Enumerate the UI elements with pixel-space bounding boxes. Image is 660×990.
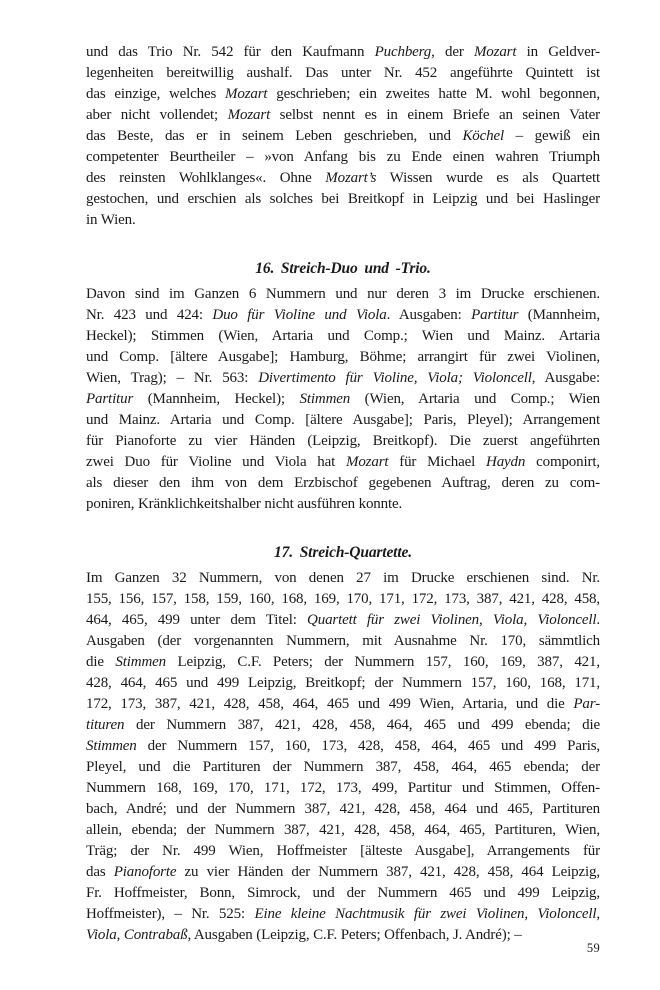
italic-segment: Mozart bbox=[473, 44, 517, 60]
text-line bbox=[86, 757, 600, 778]
italic-segment: Par- bbox=[573, 696, 600, 712]
text-line bbox=[86, 410, 600, 431]
text-segment: Heckel); Stimmen (Wien, Artaria und Comp.; Wien und Mainz. Artaria bbox=[86, 328, 600, 344]
italic-segment: Partitur bbox=[471, 307, 519, 323]
text-segment: , Ausgaben (Leipzig, C.F. Peters; Offenbach, J. André); – bbox=[187, 927, 522, 943]
text-line bbox=[86, 305, 600, 326]
text-line bbox=[86, 631, 600, 652]
text-line bbox=[86, 925, 600, 946]
text-line bbox=[86, 568, 600, 589]
text-line bbox=[86, 42, 600, 63]
text-segment: Träg; der Nr. 499 Wien, Hoffmeister [älteste Ausgabe], Arrangements für bbox=[86, 843, 600, 859]
text-segment: bach, André; und der Nummern 387, 421, 428, 458, 464 und 465, Partituren bbox=[86, 801, 600, 817]
italic-segment: Puchberg bbox=[374, 44, 432, 60]
text-line bbox=[86, 610, 600, 631]
paragraph bbox=[86, 284, 600, 515]
text-segment: , der bbox=[431, 44, 474, 60]
text-segment: und Comp. [ältere Ausgabe]; Hamburg, Böhme; arrangirt für zwei Violinen, bbox=[86, 349, 600, 365]
text-segment: Wien, Trag); – Nr. 563: bbox=[86, 370, 259, 386]
text-line bbox=[86, 284, 600, 305]
text-segment: in Wien. bbox=[86, 212, 136, 228]
text-segment: – gewiß ein bbox=[504, 128, 600, 144]
text-line bbox=[86, 126, 600, 147]
text-segment: gestochen, und erschien als solches bei Breitkopf in Leipzig und bei Haslinger bbox=[86, 191, 600, 207]
text-line bbox=[86, 883, 600, 904]
italic-segment: Partitur bbox=[86, 391, 134, 407]
text-segment: legenheiten bereitwillig aushalf. Das unter Nr. 452 angeführte Quintett ist bbox=[86, 65, 600, 81]
italic-segment: Stimmen bbox=[115, 654, 166, 670]
italic-segment: Mozart’s bbox=[325, 170, 377, 186]
text-line bbox=[86, 820, 600, 841]
text-segment: Pleyel, und die Partituren der Nummern 387, 458, 464, 465 ebenda; der bbox=[86, 759, 600, 775]
text-segment: Ausgaben (der vorgenannten Nummern, mit Ausnahme Nr. 170, sämmtlich bbox=[86, 633, 600, 649]
text-segment: Wissen wurde es als Quartett bbox=[376, 170, 600, 186]
italic-segment: Quartett für zwei Violinen, Viola, Violoncell bbox=[307, 612, 597, 628]
text-segment: für Michael bbox=[388, 454, 487, 470]
text-segment: der Nummern 157, 160, 173, 428, 458, 464, 465 und 499 Paris, bbox=[136, 738, 600, 754]
italic-segment: Viola, Contrabaß bbox=[86, 927, 188, 943]
text-line bbox=[86, 694, 600, 715]
italic-segment: Duo für Violine und Viola bbox=[212, 307, 387, 323]
text-segment: und das Trio Nr. 542 für den Kaufmann bbox=[86, 44, 375, 60]
text-segment: in Geldver- bbox=[516, 44, 601, 60]
italic-segment: Stimmen bbox=[299, 391, 351, 407]
text-segment: 464, 465, 499 unter dem Titel: bbox=[86, 612, 308, 628]
text-segment: aber nicht vollendet; bbox=[86, 107, 228, 123]
italic-segment: Pianoforte bbox=[113, 864, 177, 880]
text-segment: das bbox=[86, 864, 114, 880]
text-segment: , Ausgabe: bbox=[531, 370, 600, 386]
text-line bbox=[86, 841, 600, 862]
text-segment: componirt, bbox=[525, 454, 600, 470]
italic-segment: Mozart bbox=[345, 454, 389, 470]
text-line bbox=[86, 736, 600, 757]
text-segment: zu vier Händen der Nummern 387, 421, 428, 458, 464 Leipzig, bbox=[176, 864, 600, 880]
text-segment: Nummern 168, 169, 170, 171, 172, 173, 499, Partitur und Stimmen, Offen- bbox=[86, 780, 600, 796]
paragraph bbox=[86, 568, 600, 946]
text-segment: das Beste, das er in seinem Leben geschrieben, und bbox=[86, 128, 463, 144]
text-line bbox=[86, 326, 600, 347]
text-segment: 428, 464, 465 und 499 Leipzig, Breitkopf; der Nummern 157, 160, 168, 171, bbox=[86, 675, 600, 691]
italic-segment: Mozart bbox=[227, 107, 271, 123]
text-line bbox=[86, 84, 600, 105]
paragraph bbox=[86, 42, 600, 231]
italic-segment: Mozart bbox=[225, 86, 268, 102]
text-segment: die bbox=[86, 654, 116, 670]
text-line bbox=[86, 368, 600, 389]
text-line bbox=[86, 168, 600, 189]
text-segment: . Ausgaben: bbox=[386, 307, 472, 323]
text-segment: geschrieben; ein zweites hatte M. wohl begonnen, bbox=[267, 86, 600, 102]
text-segment: Nr. 423 und 424: bbox=[86, 307, 213, 323]
text-segment: Im Ganzen 32 Nummern, von denen 27 im Drucke erschienen sind. Nr. bbox=[86, 570, 600, 586]
text-line bbox=[86, 389, 600, 410]
italic-segment: Köchel bbox=[462, 128, 505, 144]
italic-segment: tituren bbox=[86, 717, 125, 733]
text-segment: (Mannheim, Heckel); bbox=[133, 391, 300, 407]
text-segment: das einzige, welches bbox=[86, 86, 225, 102]
text-segment: als dieser den ihm von dem Erzbischof gegebenen Auftrag, deren zu com- bbox=[86, 475, 600, 491]
text-line bbox=[86, 210, 600, 231]
italic-segment: Divertimento für Violine, Viola; Violoncell bbox=[258, 370, 532, 386]
page-number: 59 bbox=[586, 941, 600, 955]
text-line bbox=[86, 862, 600, 883]
text-line bbox=[86, 63, 600, 84]
text-segment: (Wien, Artaria und Comp.; Wien bbox=[350, 391, 600, 407]
italic-segment: Stimmen bbox=[86, 738, 137, 754]
text-segment: der Nummern 387, 421, 428, 458, 464, 465 und 499 ebenda; die bbox=[124, 717, 600, 733]
text-line bbox=[86, 431, 600, 452]
text-line bbox=[86, 452, 600, 473]
text-segment: 155, 156, 157, 158, 159, 160, 168, 169, 170, 171, 172, 173, 387, 421, 428, 458, bbox=[86, 591, 600, 607]
italic-segment: Eine kleine Nachtmusik für zwei Violinen, Violoncell, bbox=[254, 906, 600, 922]
text-line bbox=[86, 147, 600, 168]
italic-segment: Haydn bbox=[486, 454, 526, 470]
text-segment: . bbox=[596, 612, 600, 628]
text-segment: Fr. Hoffmeister, Bonn, Simrock, und der Nummern 465 und 499 Leipzig, bbox=[86, 885, 600, 901]
text-line bbox=[86, 778, 600, 799]
text-line bbox=[86, 189, 600, 210]
text-segment: und Mainz. Artaria und Comp. [ältere Ausgabe]; Paris, Pleyel); Arrangement bbox=[86, 412, 600, 428]
text-segment: 172, 173, 387, 421, 428, 458, 464, 465 und 499 Wien, Artaria, und die bbox=[86, 696, 574, 712]
text-line bbox=[86, 799, 600, 820]
text-line bbox=[86, 347, 600, 368]
text-segment: selbst nennt es in einem Briefe an seinen Vater bbox=[270, 107, 600, 123]
text-line bbox=[86, 904, 600, 925]
text-segment: competenter Beurtheiler – »von Anfang bis zu Ende einen wahren Triumph bbox=[86, 149, 600, 165]
text-segment: des reinsten Wohlklanges«. Ohne bbox=[86, 170, 326, 186]
section-heading: 17. Streich-Quartette. bbox=[274, 544, 412, 561]
section-heading: 16. Streich-Duo und -Trio. bbox=[255, 260, 431, 277]
text-line bbox=[86, 652, 600, 673]
text-segment: Hoffmeister), – Nr. 525: bbox=[86, 906, 255, 922]
text-segment: allein, ebenda; der Nummern 387, 421, 428, 458, 464, 465, Partituren, Wien, bbox=[86, 822, 600, 838]
text-segment: zwei Duo für Violine und Viola hat bbox=[86, 454, 346, 470]
text-line bbox=[86, 494, 600, 515]
text-block bbox=[86, 42, 600, 946]
text-segment: für Pianoforte zu vier Händen (Leipzig, Breitkopf). Die zuerst angeführten bbox=[86, 433, 600, 449]
text-segment: Leipzig, C.F. Peters; der Nummern 157, 160, 169, 387, 421, bbox=[166, 654, 600, 670]
text-line bbox=[86, 105, 600, 126]
text-line bbox=[86, 715, 600, 736]
text-line bbox=[86, 473, 600, 494]
text-line bbox=[86, 673, 600, 694]
text-segment: (Mannheim, bbox=[518, 307, 600, 323]
text-segment: poniren, Kränklichkeitshalber nicht ausführen konnte. bbox=[86, 496, 403, 512]
text-line bbox=[86, 589, 600, 610]
text-segment: Davon sind im Ganzen 6 Nummern und nur deren 3 im Drucke erschienen. bbox=[86, 286, 600, 302]
